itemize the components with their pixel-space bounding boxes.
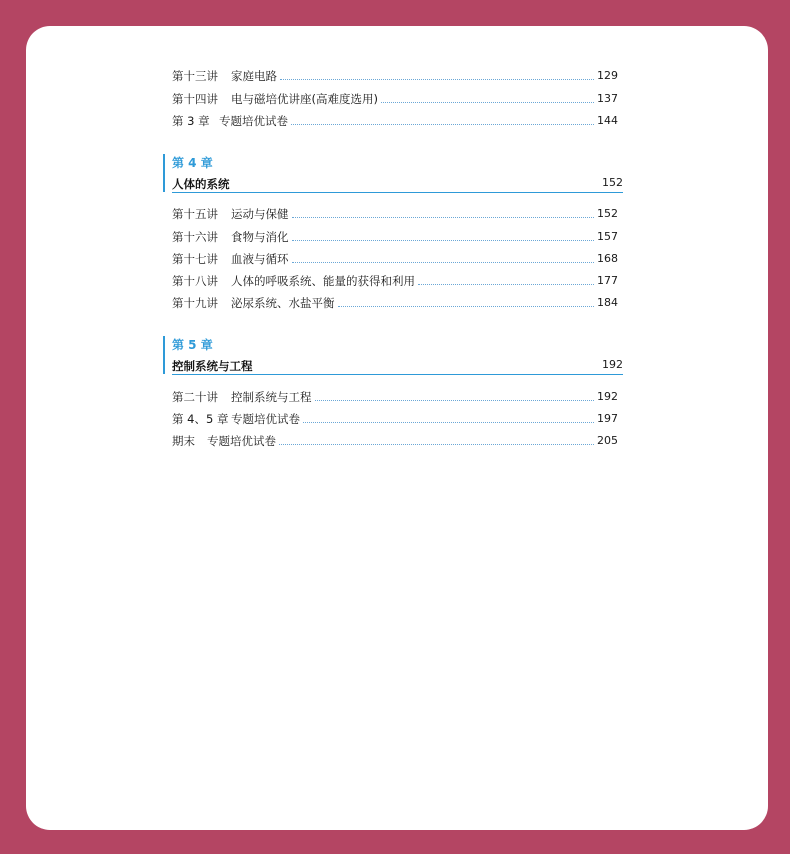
dot-leader (381, 101, 594, 103)
entry-page: 137 (597, 92, 618, 105)
entry-number: 第十八讲 (172, 274, 218, 288)
chapter-label: 第 4 章 (172, 156, 213, 170)
entry-title: 家庭电路 (231, 69, 277, 83)
entry-title: 食物与消化 (231, 230, 289, 244)
toc-entry-chapter-3-test[interactable] (172, 110, 618, 128)
toc-entry-lecture-15[interactable] (172, 203, 618, 221)
toc-entry-lecture-14[interactable] (172, 88, 618, 106)
toc-entry-lecture-20[interactable] (172, 386, 618, 404)
dot-leader (292, 216, 595, 218)
toc-entry-lecture-19[interactable] (172, 292, 618, 310)
dot-leader (280, 78, 594, 80)
entry-page: 205 (597, 434, 618, 447)
dot-leader (279, 443, 594, 445)
toc-entry-chapter-4-5-test[interactable] (172, 408, 618, 426)
entry-page: 184 (597, 296, 618, 309)
dot-leader (338, 305, 595, 307)
entry-page: 129 (597, 69, 618, 82)
page-card (26, 26, 768, 830)
entry-number: 第 3 章 (172, 114, 210, 128)
toc-entry-lecture-17[interactable] (172, 248, 618, 266)
entry-page: 168 (597, 252, 618, 265)
entry-number: 第十三讲 (172, 69, 218, 83)
entry-number: 第十四讲 (172, 92, 218, 106)
chapter-label: 第 5 章 (172, 338, 213, 352)
entry-page: 192 (597, 390, 618, 403)
dot-leader (292, 239, 595, 241)
entry-title: 人体的呼吸系统、能量的获得和利用 (231, 274, 415, 288)
chapter-page: 152 (602, 176, 623, 189)
dot-leader (291, 123, 594, 125)
entry-number: 第十五讲 (172, 207, 218, 221)
entry-title: 电与磁培优讲座(高难度选用) (231, 92, 378, 106)
entry-number: 第十七讲 (172, 252, 218, 266)
chapter-bar (163, 336, 165, 374)
entry-page: 152 (597, 207, 618, 220)
dot-leader (315, 399, 595, 401)
entry-number: 第 4、5 章 (172, 412, 229, 426)
toc-entry-final-test[interactable] (172, 430, 618, 448)
entry-number: 第二十讲 (172, 390, 218, 404)
chapter-name: 人体的系统 (172, 177, 230, 191)
chapter-bar (163, 154, 165, 192)
toc-entry-lecture-16[interactable] (172, 226, 618, 244)
toc-entry-lecture-13[interactable] (172, 65, 618, 83)
toc-entry-lecture-18[interactable] (172, 270, 618, 288)
entry-title: 专题培优试卷 (207, 434, 276, 448)
entry-page: 197 (597, 412, 618, 425)
chapter-name: 控制系统与工程 (172, 359, 253, 373)
chapter-rule (172, 374, 623, 375)
dot-leader (418, 283, 594, 285)
dot-leader (303, 421, 594, 423)
entry-page: 144 (597, 114, 618, 127)
entry-page: 177 (597, 274, 618, 287)
entry-page: 157 (597, 230, 618, 243)
entry-number: 第十九讲 (172, 296, 218, 310)
entry-title: 血液与循环 (231, 252, 289, 266)
entry-title: 专题培优试卷 (231, 412, 300, 426)
entry-title: 泌尿系统、水盐平衡 (231, 296, 335, 310)
chapter-page: 192 (602, 358, 623, 371)
chapter-rule (172, 192, 623, 193)
entry-number: 期末 (172, 434, 195, 448)
entry-title: 专题培优试卷 (219, 114, 288, 128)
entry-number: 第十六讲 (172, 230, 218, 244)
dot-leader (292, 261, 595, 263)
entry-title: 控制系统与工程 (231, 390, 312, 404)
entry-title: 运动与保健 (231, 207, 289, 221)
